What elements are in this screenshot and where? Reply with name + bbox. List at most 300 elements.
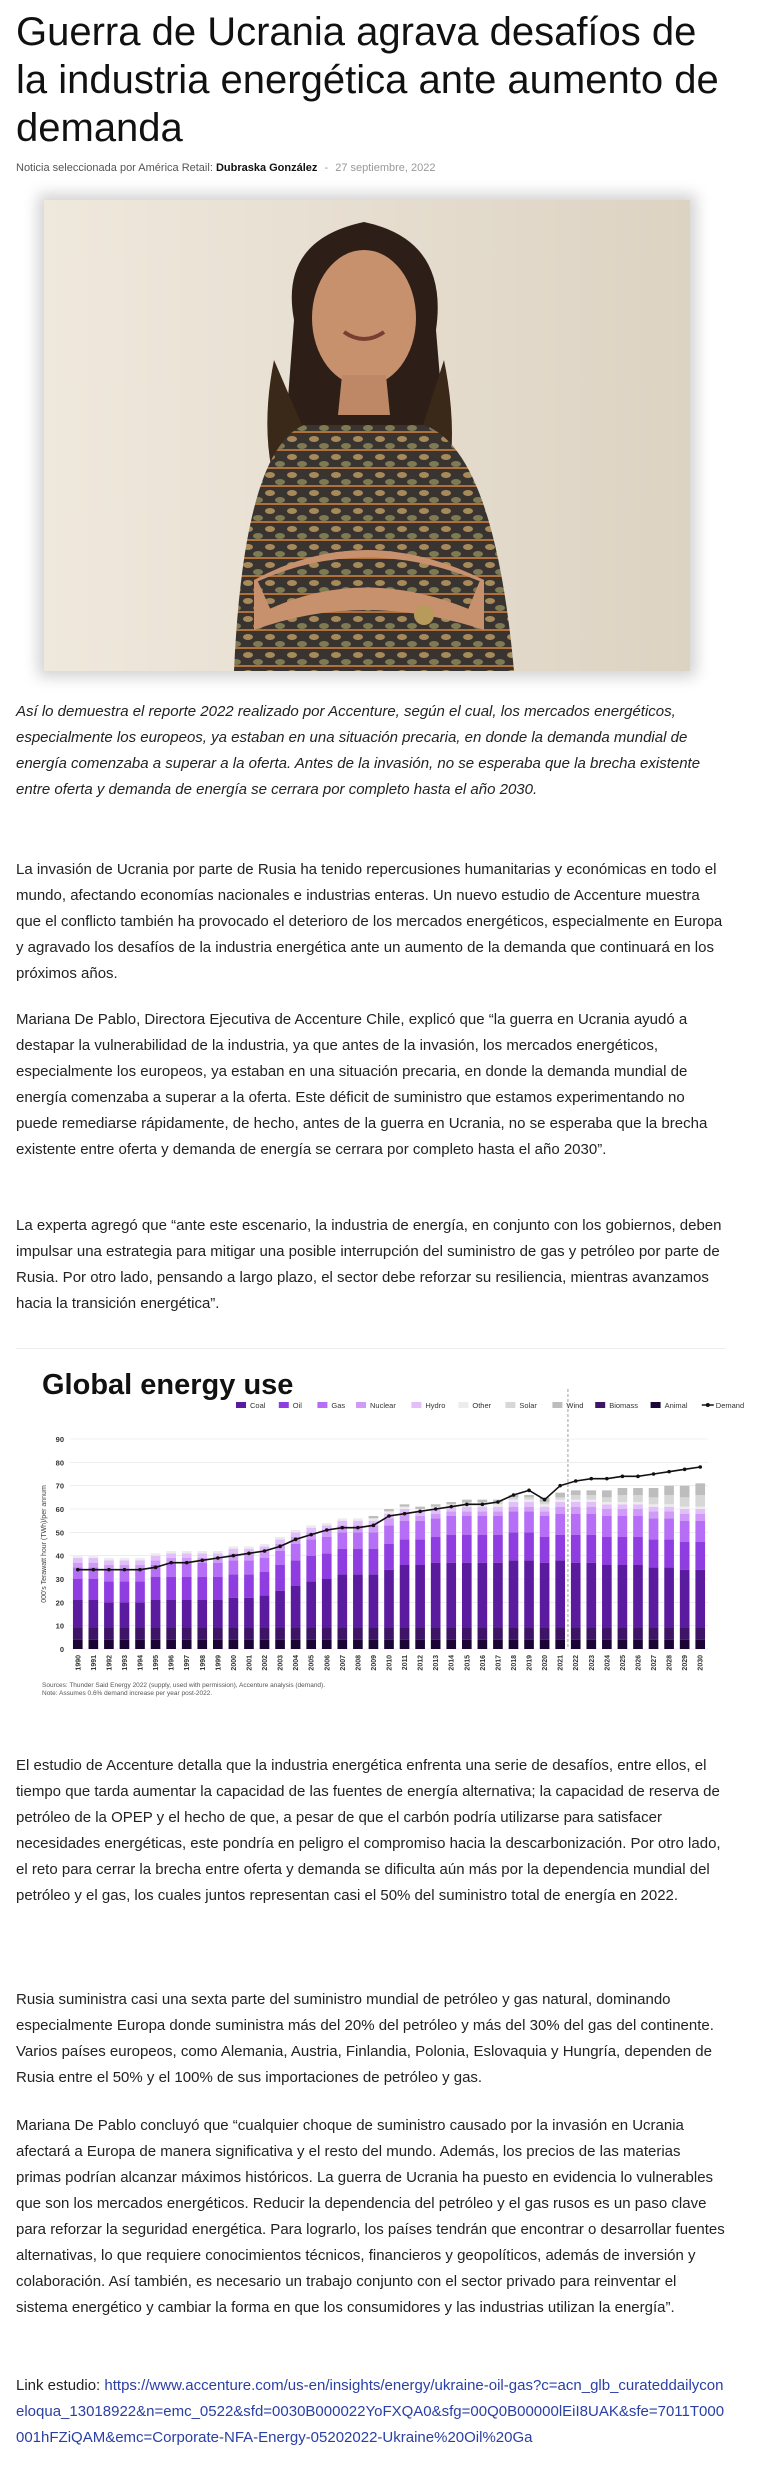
bar-segment-coal xyxy=(384,1570,394,1628)
demand-point xyxy=(512,1493,516,1497)
legend-label-nuclear: Nuclear xyxy=(370,1401,396,1410)
bar-segment-oil xyxy=(337,1549,347,1575)
bar-segment-nuclear xyxy=(73,1563,83,1568)
x-tick-label: 2001 xyxy=(246,1655,254,1671)
bar-segment-nuclear xyxy=(509,1507,519,1512)
bar-segment-oil xyxy=(555,1535,565,1561)
bar-segment-wind xyxy=(462,1500,472,1502)
x-tick-label: 1991 xyxy=(90,1655,98,1671)
demand-point xyxy=(418,1510,422,1514)
bar-segment-animal xyxy=(540,1640,550,1649)
bar-segment-other xyxy=(384,1511,394,1513)
bar-segment-oil xyxy=(384,1544,394,1570)
bar-segment-other xyxy=(306,1525,316,1527)
bar-segment-animal xyxy=(680,1640,690,1649)
demand-point xyxy=(216,1556,220,1560)
bar-segment-solar xyxy=(586,1495,596,1500)
bar-segment-coal xyxy=(197,1600,207,1628)
bar-segment-hydro xyxy=(166,1553,176,1558)
bar-segment-oil xyxy=(104,1581,114,1602)
bar-segment-coal xyxy=(586,1563,596,1628)
intro-paragraph: Así lo demuestra el reporte 2022 realizado por Accenture, según el cual, los mercados energéticos, especialmente los europeos, ya estaban en una situación precaria, en donde la demanda mundial de energía comenzaba a superar a la oferta. Antes de la invasión, no se esperaba que la brecha existente entre oferta y demanda de energía se cerrara por completo hasta el año 2030. xyxy=(16,703,701,798)
bar-segment-gas xyxy=(213,1563,223,1577)
bar-segment-other xyxy=(151,1553,161,1555)
bar-segment-oil xyxy=(166,1577,176,1600)
demand-point xyxy=(434,1507,438,1511)
bar-segment-biomass xyxy=(509,1628,519,1640)
bar-segment-animal xyxy=(571,1640,581,1649)
bar-segment-other xyxy=(322,1523,332,1525)
bar-segment-wind xyxy=(649,1488,659,1497)
bar-segment-oil xyxy=(446,1535,456,1563)
demand-point xyxy=(574,1479,578,1483)
bar-segment-biomass xyxy=(680,1628,690,1640)
bar-segment-gas xyxy=(586,1514,596,1535)
bar-segment-hydro xyxy=(633,1504,643,1509)
bar-segment-gas xyxy=(431,1518,441,1537)
x-tick-label: 2019 xyxy=(526,1655,534,1671)
bar-segment-animal xyxy=(493,1640,503,1649)
x-tick-label: 2026 xyxy=(635,1655,643,1671)
y-tick-label: 20 xyxy=(55,1598,64,1608)
x-tick-label: 2009 xyxy=(370,1655,378,1671)
bar-segment-solar xyxy=(680,1497,690,1506)
bar-segment-gas xyxy=(602,1516,612,1537)
chart-source-note: Sources: Thunder Said Energy 2022 (supply, used with permission), Accenture analysis (demand). xyxy=(42,1682,326,1689)
bar-segment-oil xyxy=(649,1539,659,1567)
bar-segment-wind xyxy=(618,1488,628,1495)
bar-segment-wind xyxy=(586,1490,596,1495)
bar-segment-gas xyxy=(275,1551,285,1565)
legend-label-coal: Coal xyxy=(250,1401,266,1410)
bar-segment-other xyxy=(73,1556,83,1558)
bar-segment-animal xyxy=(431,1640,441,1649)
bar-segment-nuclear xyxy=(89,1563,99,1568)
bar-segment-gas xyxy=(493,1516,503,1535)
demand-point xyxy=(154,1566,158,1570)
bar-segment-hydro xyxy=(680,1509,690,1514)
bar-segment-gas xyxy=(322,1537,332,1553)
x-tick-label: 2010 xyxy=(386,1655,394,1671)
bar-segment-hydro xyxy=(135,1560,145,1565)
bar-segment-hydro xyxy=(197,1553,207,1558)
bar-segment-gas xyxy=(229,1560,239,1574)
bar-segment-animal xyxy=(166,1640,176,1649)
bar-segment-solar xyxy=(540,1502,550,1504)
bar-segment-solar xyxy=(524,1497,534,1499)
bar-segment-oil xyxy=(664,1539,674,1567)
bar-segment-nuclear xyxy=(695,1514,705,1521)
demand-point xyxy=(543,1498,547,1502)
bar-segment-gas xyxy=(415,1521,425,1540)
bar-segment-coal xyxy=(291,1586,301,1628)
bar-segment-animal xyxy=(586,1640,596,1649)
demand-point xyxy=(372,1524,376,1528)
bar-segment-hydro xyxy=(229,1549,239,1554)
bar-segment-nuclear xyxy=(602,1509,612,1516)
bar-segment-hydro xyxy=(540,1507,550,1512)
bar-segment-coal xyxy=(664,1567,674,1628)
bar-segment-coal xyxy=(400,1565,410,1628)
bar-segment-coal xyxy=(275,1591,285,1628)
bar-segment-nuclear xyxy=(664,1511,674,1518)
bar-segment-animal xyxy=(229,1640,239,1649)
legend-label-oil: Oil xyxy=(292,1401,302,1410)
bar-segment-hydro xyxy=(73,1558,83,1563)
bar-segment-other xyxy=(493,1504,503,1506)
demand-point xyxy=(496,1500,500,1504)
bar-segment-oil xyxy=(618,1537,628,1565)
bar-segment-other xyxy=(260,1544,270,1546)
y-tick-label: 90 xyxy=(55,1435,64,1444)
bar-segment-solar xyxy=(509,1497,519,1499)
bar-segment-hydro xyxy=(353,1521,363,1526)
bar-segment-coal xyxy=(260,1595,270,1628)
x-tick-label: 2028 xyxy=(666,1655,674,1671)
bar-segment-coal xyxy=(244,1598,254,1628)
bar-segment-biomass xyxy=(540,1628,550,1640)
bar-segment-gas xyxy=(540,1516,550,1537)
demand-point xyxy=(636,1475,640,1479)
bar-segment-biomass xyxy=(197,1628,207,1640)
bar-segment-nuclear xyxy=(462,1511,472,1516)
bar-segment-animal xyxy=(478,1640,488,1649)
bar-segment-hydro xyxy=(306,1528,316,1533)
legend-label-biomass: Biomass xyxy=(609,1401,638,1410)
bar-segment-oil xyxy=(680,1542,690,1570)
bar-segment-hydro xyxy=(695,1509,705,1514)
bar-segment-animal xyxy=(602,1640,612,1649)
x-tick-label: 2004 xyxy=(293,1655,301,1671)
bar-segment-nuclear xyxy=(151,1560,161,1565)
x-tick-label: 2024 xyxy=(604,1655,612,1671)
article-title: Guerra de Ucrania agrava desafíos de la industria energética ante aumento de demanda xyxy=(16,10,719,150)
bar-segment-biomass xyxy=(555,1628,565,1640)
bar-segment-other xyxy=(571,1500,581,1502)
bar-segment-oil xyxy=(73,1579,83,1600)
bar-segment-coal xyxy=(120,1602,130,1628)
bar-segment-animal xyxy=(182,1640,192,1649)
demand-point xyxy=(558,1484,562,1488)
bar-segment-oil xyxy=(478,1535,488,1563)
demand-point xyxy=(247,1552,251,1556)
x-tick-label: 1997 xyxy=(184,1655,192,1671)
bar-segment-wind xyxy=(571,1490,581,1495)
bar-segment-biomass xyxy=(446,1628,456,1640)
bar-segment-other xyxy=(540,1504,550,1506)
bar-segment-biomass xyxy=(369,1628,379,1640)
bar-segment-oil xyxy=(462,1535,472,1563)
bar-segment-gas xyxy=(166,1563,176,1577)
paragraph-6: Mariana De Pablo concluyó que “cualquier choque de suministro causado por la invasión en Ucrania afectará a Europa de manera significativa y el resto del mundo. Además, los precios de las materias primas podrían alcanzar máximos históricos. La guerra de Ucrania ha puesto en evidencia lo vulnerables que son los mercados energéticos. Reducir la dependencia del petróleo y el gas rusos es un paso clave para reforzar la seguridad energética. Para lograrlo, los países tendrán que encontrar o desarrollar fuentes alternativas, lo que requiere conocimientos técnicos, financieros y geopolíticos, además de inversión y colaboración. Así también, es necesario un trabajo conjunto con el sector privado para reinventar el sistema energético y cambiar la forma en que los consumidores y las industrias utilizan la energía”. xyxy=(16,2117,725,2316)
bar-segment-solar xyxy=(649,1497,659,1504)
x-tick-label: 1995 xyxy=(153,1655,161,1671)
bar-segment-coal xyxy=(509,1560,519,1628)
bar-segment-solar xyxy=(633,1495,643,1502)
legend-label-wind: Wind xyxy=(566,1401,584,1410)
legend-label-hydro: Hydro xyxy=(425,1401,446,1410)
bar-segment-animal xyxy=(260,1640,270,1649)
byline-prefix: Noticia seleccionada por América Retail: xyxy=(16,162,213,174)
bar-segment-animal xyxy=(695,1640,705,1649)
bar-segment-coal xyxy=(369,1574,379,1628)
bar-segment-biomass xyxy=(182,1628,192,1640)
bar-segment-hydro xyxy=(618,1504,628,1509)
y-tick-label: 80 xyxy=(55,1458,64,1468)
legend-label-demand: Demand xyxy=(715,1401,745,1410)
bar-segment-biomass xyxy=(89,1628,99,1640)
legend-swatch-oil xyxy=(279,1402,289,1408)
demand-point xyxy=(92,1568,96,1572)
bar-segment-oil xyxy=(291,1560,301,1586)
bar-segment-coal xyxy=(555,1560,565,1628)
demand-point xyxy=(481,1503,485,1507)
study-link-paragraph xyxy=(16,2373,726,2451)
x-tick-label: 2007 xyxy=(339,1655,347,1671)
bar-segment-other xyxy=(524,1500,534,1502)
bar-segment-biomass xyxy=(229,1628,239,1640)
x-tick-label: 2013 xyxy=(433,1655,441,1671)
bar-segment-coal xyxy=(618,1565,628,1628)
bar-segment-coal xyxy=(337,1574,347,1628)
bar-segment-solar xyxy=(618,1495,628,1502)
legend-demand-marker xyxy=(706,1403,710,1407)
bar-segment-animal xyxy=(369,1640,379,1649)
featured-photo xyxy=(44,200,690,671)
bar-segment-biomass xyxy=(493,1628,503,1640)
paragraph-5: Rusia suministra casi una sexta parte del suministro mundial de petróleo y gas natural, dominando especialmente Europa donde suministra más del 20% del petróleo y más del 30% del gas del continente. Varios países europeos, como Alemania, Austria, Finlandia, Polonia, Eslovaquia y Hungría, dependen de Rusia entre el 50% y el 100% de sus importaciones de petróleo y gas. xyxy=(16,1991,714,2086)
bar-segment-gas xyxy=(244,1560,254,1574)
byline xyxy=(16,162,436,174)
bar-segment-hydro xyxy=(586,1502,596,1507)
y-tick-label: 0 xyxy=(59,1645,64,1654)
legend-label-gas: Gas xyxy=(331,1401,346,1410)
bar-segment-gas xyxy=(555,1514,565,1535)
bar-segment-biomass xyxy=(649,1628,659,1640)
x-tick-label: 2021 xyxy=(557,1655,565,1671)
x-tick-label: 1996 xyxy=(168,1655,176,1671)
bar-segment-animal xyxy=(151,1640,161,1649)
bar-segment-other xyxy=(664,1504,674,1506)
demand-point xyxy=(403,1512,407,1516)
demand-point xyxy=(698,1465,702,1469)
study-link-label: Link estudio: xyxy=(16,2377,101,2394)
chart-title: Global energy use xyxy=(42,1369,294,1401)
demand-point xyxy=(185,1561,189,1565)
bar-segment-gas xyxy=(664,1518,674,1539)
bar-segment-oil xyxy=(524,1532,534,1560)
x-tick-label: 2023 xyxy=(588,1655,596,1671)
bar-segment-nuclear xyxy=(571,1507,581,1514)
legend-swatch-solar xyxy=(505,1402,515,1408)
bar-segment-hydro xyxy=(462,1507,472,1512)
bar-segment-solar xyxy=(571,1495,581,1500)
x-tick-label: 1992 xyxy=(106,1655,114,1671)
demand-point xyxy=(200,1559,204,1563)
demand-point xyxy=(294,1538,298,1542)
y-tick-label: 40 xyxy=(55,1551,64,1561)
bar-segment-gas xyxy=(197,1563,207,1577)
x-tick-label: 2027 xyxy=(651,1655,659,1671)
bar-segment-coal xyxy=(633,1565,643,1628)
bar-segment-biomass xyxy=(618,1628,628,1640)
x-tick-label: 2012 xyxy=(417,1655,425,1671)
bar-segment-coal xyxy=(602,1565,612,1628)
bar-segment-animal xyxy=(462,1640,472,1649)
bar-segment-biomass xyxy=(275,1628,285,1640)
bar-segment-wind xyxy=(431,1504,441,1506)
bar-segment-oil xyxy=(322,1553,332,1579)
demand-point xyxy=(169,1561,173,1565)
bar-segment-animal xyxy=(73,1640,83,1649)
bar-segment-animal xyxy=(135,1640,145,1649)
bar-segment-hydro xyxy=(649,1507,659,1512)
bar-segment-nuclear xyxy=(524,1507,534,1512)
bar-segment-oil xyxy=(369,1549,379,1575)
legend-swatch-coal xyxy=(236,1402,246,1408)
legend-swatch-nuclear xyxy=(356,1402,366,1408)
bar-segment-coal xyxy=(431,1563,441,1628)
bar-segment-gas xyxy=(337,1532,347,1548)
bar-segment-hydro xyxy=(664,1507,674,1512)
bar-segment-coal xyxy=(462,1563,472,1628)
bar-segment-hydro xyxy=(120,1560,130,1565)
bar-segment-oil xyxy=(353,1549,363,1575)
bar-segment-gas xyxy=(571,1514,581,1535)
bar-segment-other xyxy=(244,1546,254,1548)
legend-swatch-animal xyxy=(651,1402,661,1408)
chart-assumption-note: Note: Assumes 0.6% demand increase per year post-2022. xyxy=(42,1690,213,1697)
bar-segment-biomass xyxy=(120,1628,130,1640)
bar-segment-wind xyxy=(602,1490,612,1497)
demand-point xyxy=(123,1568,127,1572)
x-tick-label: 2017 xyxy=(495,1655,503,1671)
bar-segment-animal xyxy=(400,1640,410,1649)
demand-point xyxy=(263,1549,267,1553)
bar-segment-wind xyxy=(664,1486,674,1495)
bar-segment-gas xyxy=(509,1511,519,1532)
bar-segment-oil xyxy=(135,1581,145,1602)
bar-segment-coal xyxy=(151,1600,161,1628)
bar-segment-animal xyxy=(618,1640,628,1649)
bar-segment-biomass xyxy=(586,1628,596,1640)
bar-segment-animal xyxy=(633,1640,643,1649)
bar-segment-other xyxy=(555,1500,565,1502)
x-tick-label: 2014 xyxy=(448,1655,456,1671)
bar-segment-coal xyxy=(695,1570,705,1628)
bar-segment-animal xyxy=(446,1640,456,1649)
bar-segment-other xyxy=(680,1507,690,1509)
bar-segment-animal xyxy=(120,1640,130,1649)
demand-point xyxy=(138,1568,142,1572)
bar-segment-animal xyxy=(244,1640,254,1649)
bar-segment-coal xyxy=(524,1560,534,1628)
bar-segment-biomass xyxy=(571,1628,581,1640)
bar-segment-other xyxy=(353,1518,363,1520)
bar-segment-animal xyxy=(306,1640,316,1649)
x-tick-label: 2005 xyxy=(308,1655,316,1671)
paragraph-1: La invasión de Ucrania por parte de Rusia ha tenido repercusiones humanitarias y económicas en todo el mundo, afectando economías nacionales e industrias enteras. Un nuevo estudio de Accenture muestra que el conflicto también ha provocado el deterioro de los mercados energéticos, especialmente en Europa y agravado los desafíos de la industria energética ante un aumento de la demanda que continuará en los próximos años. xyxy=(16,861,723,982)
bar-segment-wind xyxy=(633,1488,643,1495)
legend-swatch-gas xyxy=(317,1402,327,1408)
bar-segment-oil xyxy=(260,1572,270,1595)
bar-segment-biomass xyxy=(695,1628,705,1640)
x-tick-label: 2015 xyxy=(464,1655,472,1671)
bar-segment-animal xyxy=(213,1640,223,1649)
bar-segment-oil xyxy=(275,1565,285,1591)
x-tick-label: 2025 xyxy=(619,1655,627,1671)
bar-segment-coal xyxy=(478,1563,488,1628)
bar-segment-animal xyxy=(664,1640,674,1649)
bar-segment-animal xyxy=(509,1640,519,1649)
study-link[interactable]: https://www.accenture.com/us-en/insights/energy/ukraine-oil-gas?c=acn_glb_curateddailyconeloqua_13018922&n=emc_0522&sfd=0030B000022YoFXQA0&sfg=00Q0B00000lEiI8UAK&sfe=7011T000001hFZiQAM&emc=Corporate-NFA-Energy-05202022-Ukraine%20Oil%20Ga xyxy=(16,2377,725,2446)
bar-segment-gas xyxy=(462,1516,472,1535)
demand-point xyxy=(465,1503,469,1507)
author-link[interactable]: Dubraska González xyxy=(215,162,318,174)
bar-segment-biomass xyxy=(306,1628,316,1640)
demand-point xyxy=(76,1568,80,1572)
bar-segment-gas xyxy=(260,1558,270,1572)
bar-segment-biomass xyxy=(260,1628,270,1640)
bar-segment-biomass xyxy=(384,1628,394,1640)
bar-segment-coal xyxy=(353,1574,363,1628)
bar-segment-animal xyxy=(104,1640,114,1649)
bar-segment-wind xyxy=(384,1509,394,1511)
legend-label-other: Other xyxy=(472,1401,492,1410)
demand-point xyxy=(356,1526,360,1530)
bar-segment-nuclear xyxy=(384,1518,394,1525)
bar-segment-oil xyxy=(151,1577,161,1600)
bar-segment-nuclear xyxy=(415,1516,425,1521)
bar-segment-nuclear xyxy=(540,1511,550,1516)
x-tick-label: 1999 xyxy=(215,1655,223,1671)
bar-segment-hydro xyxy=(524,1502,534,1507)
x-tick-label: 2002 xyxy=(262,1655,270,1671)
bar-segment-coal xyxy=(166,1600,176,1628)
bar-segment-biomass xyxy=(135,1628,145,1640)
bar-segment-oil xyxy=(120,1581,130,1602)
bar-segment-gas xyxy=(695,1521,705,1542)
bar-segment-biomass xyxy=(478,1628,488,1640)
bar-segment-oil xyxy=(244,1574,254,1597)
bar-segment-nuclear xyxy=(633,1509,643,1516)
x-tick-label: 1994 xyxy=(137,1655,145,1671)
bar-segment-other xyxy=(337,1518,347,1520)
bar-segment-coal xyxy=(135,1602,145,1628)
bar-segment-nuclear xyxy=(680,1514,690,1521)
bar-segment-other xyxy=(602,1502,612,1504)
demand-point xyxy=(325,1528,329,1532)
bar-segment-animal xyxy=(89,1640,99,1649)
bar-segment-coal xyxy=(213,1600,223,1628)
bar-segment-oil xyxy=(400,1539,410,1565)
demand-point xyxy=(652,1472,656,1476)
bar-segment-hydro xyxy=(571,1502,581,1507)
bar-segment-wind xyxy=(400,1504,410,1506)
bar-segment-other xyxy=(89,1556,99,1558)
bar-segment-wind xyxy=(369,1516,379,1518)
bar-segment-wind xyxy=(415,1507,425,1509)
legend-swatch-hydro xyxy=(411,1402,421,1408)
energy-chart xyxy=(16,1349,745,1719)
bar-segment-oil xyxy=(695,1542,705,1570)
bar-segment-oil xyxy=(571,1535,581,1563)
bar-segment-biomass xyxy=(322,1628,332,1640)
bar-segment-coal xyxy=(446,1563,456,1628)
bar-segment-other xyxy=(633,1502,643,1504)
bar-segment-animal xyxy=(337,1640,347,1649)
bar-segment-animal xyxy=(415,1640,425,1649)
